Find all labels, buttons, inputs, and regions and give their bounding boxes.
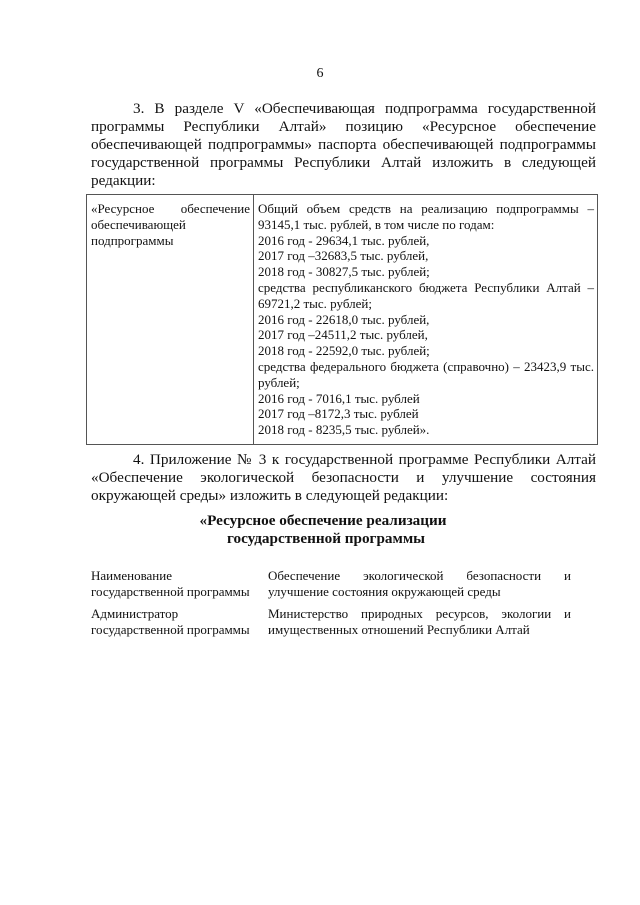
label-line: Наименование (91, 568, 172, 583)
item-3-line: 3. В разделе V «Обеспечивающая подпрограмма государственной (133, 100, 596, 117)
value-line: 2016 год - 22618,0 тыс. рублей, (258, 311, 430, 327)
item-4-paragraph (91, 451, 596, 505)
item-3-line: программы Республики Алтай» позицию «Ресурсное обеспечение (91, 118, 596, 135)
value-line: 69721,2 тыс. рублей; (258, 295, 372, 311)
program-administrator-value (268, 606, 571, 637)
value-line: 2017 год –32683,5 тыс. рублей, (258, 248, 429, 264)
item-4-line: «Обеспечение экологической безопасности и улучшение состояния (91, 469, 596, 486)
value-line: Министерство природных ресурсов, экологии и (268, 606, 571, 621)
program-name-value (268, 568, 571, 599)
label-line: «Ресурсное обеспечение (91, 201, 250, 216)
label-line: подпрограммы (91, 232, 174, 248)
label-line: обеспечивающей (91, 216, 186, 232)
value-line: средства федерального бюджета (справочно) – 23423,9 тыс. (258, 358, 594, 374)
table-row (87, 195, 598, 445)
value-line: улучшение состояния окружающей среды (268, 583, 501, 599)
item-3-line: редакции: (91, 172, 156, 189)
item-4-line: 4. Приложение № 3 к государственной программе Республики Алтай (133, 451, 596, 468)
program-name-label (91, 568, 261, 599)
item-3-line: государственной программы Республики Алтай изложить в следующей (91, 154, 596, 171)
page-number: 6 (316, 66, 324, 81)
resource-table (86, 194, 598, 445)
value-line: Обеспечение экологической безопасности и (268, 568, 571, 583)
heading-line: государственной программы (226, 530, 426, 547)
program-administrator-label (91, 606, 261, 637)
heading-line: «Ресурсное обеспечение реализации (199, 512, 447, 529)
value-line: средства республиканского бюджета Республики Алтай – (258, 279, 594, 295)
item-3-line: обеспечивающей подпрограммы» паспорта обеспечивающей подпрограммы (91, 136, 596, 153)
resource-label-cell (87, 195, 254, 445)
value-line: 2018 год - 30827,5 тыс. рублей; (258, 264, 430, 280)
value-line: 2017 год –8172,3 тыс. рублей (258, 406, 419, 422)
value-line: 2018 год - 8235,5 тыс. рублей». (258, 422, 430, 438)
item-4-line: окружающей среды» изложить в следующей редакции: (91, 487, 449, 504)
value-line: 93145,1 тыс. рублей, в том числе по годам: (258, 216, 495, 232)
value-line: 2018 год - 22592,0 тыс. рублей; (258, 343, 430, 359)
value-line: имущественных отношений Республики Алтай (268, 621, 530, 637)
resource-value-cell (254, 195, 598, 445)
section-heading (0, 512, 640, 548)
value-line: 2017 год –24511,2 тыс. рублей, (258, 327, 428, 343)
value-line: рублей; (258, 374, 300, 390)
value-line: 2016 год - 29634,1 тыс. рублей, (258, 232, 430, 248)
label-line: государственной программы (91, 583, 250, 599)
item-3-paragraph (91, 100, 596, 190)
label-line: Администратор (91, 606, 179, 621)
value-line: 2016 год - 7016,1 тыс. рублей (258, 390, 420, 406)
value-line: Общий объем средств на реализацию подпрограммы – (258, 201, 594, 216)
label-line: государственной программы (91, 621, 250, 637)
